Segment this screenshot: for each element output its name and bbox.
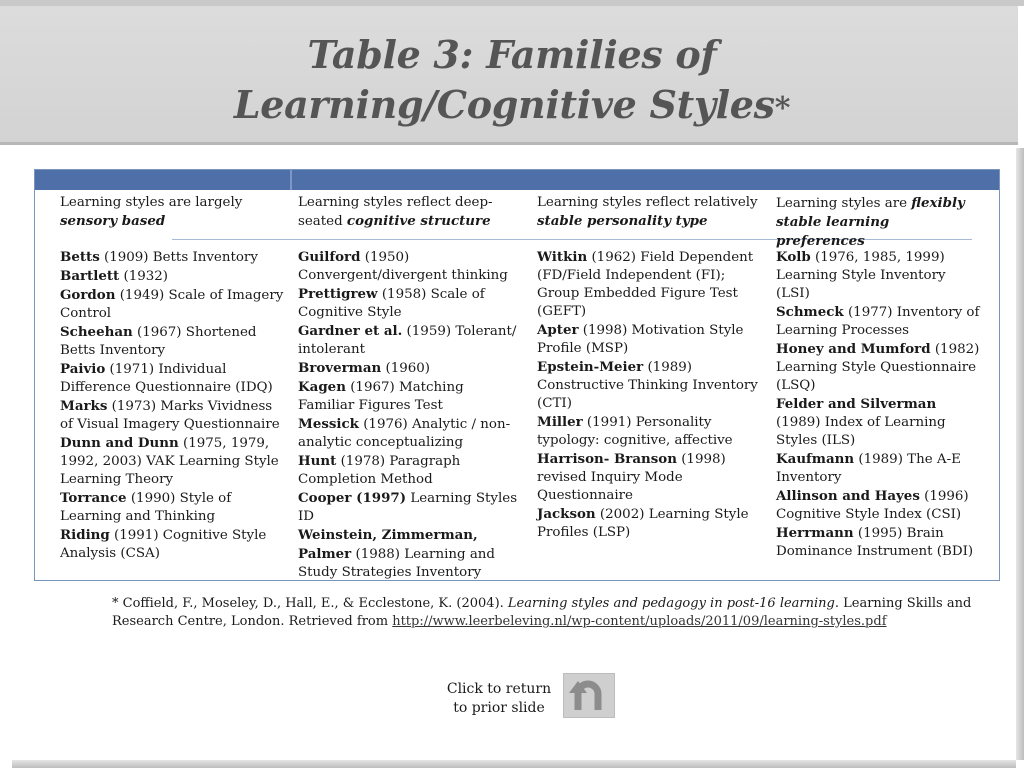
author-name: Witkin bbox=[537, 249, 588, 265]
list-item bbox=[298, 526, 522, 582]
instrument-text: (1991) Cognitive Style Analysis (CSA) bbox=[60, 528, 267, 561]
author-name: Scheehan bbox=[60, 324, 133, 340]
list-item bbox=[298, 378, 522, 415]
author-name: Jackson bbox=[537, 506, 596, 522]
instrument-text: (1962) Field Dependent (FD/Field Independent (FI); Group Embedded Figure Test (GEFT) bbox=[537, 250, 754, 319]
author-name: Herrmann bbox=[776, 525, 854, 541]
author-name: Riding bbox=[60, 527, 110, 543]
author-name: Felder and Silverman bbox=[776, 396, 937, 412]
instrument-text: (1978) Paragraph Completion Method bbox=[298, 454, 461, 487]
list-item bbox=[537, 450, 765, 505]
bottom-shadow-edge bbox=[12, 760, 1016, 768]
list-item bbox=[60, 526, 286, 563]
table-header-bar bbox=[35, 170, 999, 190]
list-item bbox=[60, 397, 286, 434]
column-intro-emphasis: sensory based bbox=[60, 213, 166, 229]
instrument-text: (1976, 1985, 1999) Learning Style Inventory (LSI) bbox=[776, 250, 946, 301]
list-item bbox=[60, 360, 286, 397]
list-item bbox=[537, 358, 765, 413]
list-item bbox=[537, 321, 765, 358]
instrument-text: (1967) Shortened Betts Inventory bbox=[60, 325, 257, 358]
list-item bbox=[60, 248, 286, 267]
instrument-text: (1971) Individual Difference Questionnaire (IDQ) bbox=[60, 362, 273, 395]
author-name: Guilford bbox=[298, 249, 361, 265]
list-item bbox=[776, 450, 981, 487]
instrument-text: (1967) Matching Familiar Figures Test bbox=[298, 380, 464, 413]
column-intro bbox=[60, 194, 286, 230]
list-item bbox=[537, 413, 765, 450]
styles-table bbox=[34, 169, 1000, 581]
return-label-line-1: Click to return bbox=[446, 681, 552, 697]
instrument-text: (1998) revised Inquiry Mode Questionnaire bbox=[537, 452, 726, 503]
instrument-text: (2002) Learning Style Profiles (LSP) bbox=[537, 507, 749, 540]
column-intro-text: Learning styles reflect relatively bbox=[537, 195, 758, 210]
instrument-text: (1976) Analytic / non-analytic conceptualizing bbox=[298, 417, 511, 450]
author-name: Kagen bbox=[298, 379, 346, 395]
author-name: Miller bbox=[537, 414, 583, 430]
author-name: Allinson and Hayes bbox=[776, 488, 920, 504]
author-name: Betts bbox=[60, 249, 100, 265]
return-label-line-2: to prior slide bbox=[453, 700, 545, 716]
instrument-text: (1982) Learning Style Questionnaire (LSQ) bbox=[776, 342, 980, 393]
list-item bbox=[298, 415, 522, 452]
column-intro-text: Learning styles are largely bbox=[60, 195, 243, 210]
list-item bbox=[60, 489, 286, 526]
author-name: Cooper (1997) bbox=[298, 490, 407, 506]
list-item bbox=[537, 505, 765, 542]
citation-footnote bbox=[112, 595, 972, 631]
instrument-text: (1960) bbox=[381, 361, 431, 376]
instrument-text: (1977) Inventory of Learning Processes bbox=[776, 305, 980, 338]
header-separator bbox=[290, 170, 292, 190]
list-item bbox=[776, 303, 981, 340]
right-shadow-edge bbox=[1016, 148, 1024, 760]
instrument-text: (1991) Personality typology: cognitive, affective bbox=[537, 415, 733, 448]
list-item bbox=[60, 286, 286, 323]
instrument-text: (1998) Motivation Style Profile (MSP) bbox=[537, 323, 744, 356]
author-name: Schmeck bbox=[776, 304, 844, 320]
list-item bbox=[776, 340, 981, 395]
column-intro-text: Learning styles reflect deep-seated bbox=[298, 195, 493, 229]
column-personality bbox=[537, 194, 765, 542]
instrument-text: (1973) Marks Vividness of Visual Imagery Questionnaire bbox=[60, 399, 280, 432]
author-name: Dunn and Dunn bbox=[60, 435, 179, 451]
list-item bbox=[298, 452, 522, 489]
instrument-text: (1990) Style of Learning and Thinking bbox=[60, 491, 232, 524]
instrument-text: (1975, 1979, 1992, 2003) VAK Learning Style Learning Theory bbox=[60, 436, 279, 487]
author-name: Bartlett bbox=[60, 268, 120, 284]
author-name: Hunt bbox=[298, 453, 337, 469]
instrument-text: (1932) bbox=[119, 269, 169, 284]
list-item bbox=[298, 359, 522, 378]
instrument-text: (1996) Cognitive Style Index (CSI) bbox=[776, 489, 969, 522]
list-item bbox=[776, 487, 981, 524]
title-asterisk: * bbox=[774, 91, 791, 126]
column-intro-emphasis: stable personality type bbox=[537, 213, 708, 229]
list-item bbox=[776, 524, 981, 561]
list-item bbox=[60, 323, 286, 360]
return-label bbox=[440, 680, 558, 718]
slide-title bbox=[0, 30, 1024, 134]
author-name: Weinstein, Zimmerman, Palmer bbox=[298, 527, 478, 562]
column-intro-text: Learning styles are bbox=[776, 196, 912, 211]
instrument-text: (1995) Brain Dominance Instrument (BDI) bbox=[776, 526, 974, 559]
list-item bbox=[298, 248, 522, 285]
author-name: Harrison- Branson bbox=[537, 451, 677, 467]
column-intro bbox=[298, 194, 522, 230]
author-name: Torrance bbox=[60, 490, 127, 506]
list-item bbox=[776, 248, 981, 303]
title-line-1: Table 3: Families of bbox=[307, 32, 717, 77]
author-name: Epstein-Meier bbox=[537, 359, 644, 375]
author-name: Paivio bbox=[60, 361, 106, 377]
list-item bbox=[60, 434, 286, 489]
citation-link[interactable]: http://www.leerbeleving.nl/wp-content/uploads/2011/09/learning-styles.pdf bbox=[392, 614, 887, 629]
list-item bbox=[298, 285, 522, 322]
instrument-text: (1959) Tolerant/ intolerant bbox=[298, 324, 517, 357]
instrument-text: (1989) The A-E Inventory bbox=[776, 452, 961, 485]
title-line-2-text: Learning/Cognitive Styles bbox=[233, 82, 775, 127]
author-name: Kaufmann bbox=[776, 451, 855, 467]
column-intro-emphasis: flexibly stable learning preferences bbox=[776, 195, 965, 249]
list-item bbox=[298, 489, 522, 526]
column-intro bbox=[776, 194, 981, 249]
author-name: Gardner et al. bbox=[298, 323, 403, 339]
column-sensory bbox=[60, 194, 286, 563]
author-name: Prettigrew bbox=[298, 286, 378, 302]
instrument-text: Learning Styles ID bbox=[298, 491, 518, 524]
column-cognitive bbox=[298, 194, 522, 582]
author-name: Messick bbox=[298, 416, 359, 432]
instrument-text: (1909) Betts Inventory bbox=[99, 250, 258, 265]
instrument-text: (1989) Index of Learning Styles (ILS) bbox=[776, 415, 946, 448]
title-line-2 bbox=[0, 80, 1024, 134]
return-button[interactable] bbox=[563, 673, 615, 718]
list-item bbox=[60, 267, 286, 286]
instrument-text: (1949) Scale of Imagery Control bbox=[60, 288, 284, 321]
author-name: Honey and Mumford bbox=[776, 341, 931, 357]
author-name: Apter bbox=[537, 322, 579, 338]
author-name: Kolb bbox=[776, 249, 811, 265]
instrument-text: (1989) Constructive Thinking Inventory (CTI) bbox=[537, 360, 758, 411]
author-name: Marks bbox=[60, 398, 108, 414]
u-turn-arrow-icon bbox=[564, 674, 614, 717]
author-name: Broverman bbox=[298, 360, 382, 376]
list-item bbox=[776, 395, 981, 450]
column-flexible bbox=[776, 194, 981, 561]
citation-publisher: . Learning Skills and Research Centre, London. Retrieved from bbox=[112, 596, 972, 629]
instrument-text: (1950) Convergent/divergent thinking bbox=[298, 250, 508, 283]
column-intro-emphasis: cognitive structure bbox=[346, 213, 491, 229]
author-name: Gordon bbox=[60, 287, 116, 303]
list-item bbox=[298, 322, 522, 359]
citation-authors: * Coffield, F., Moseley, D., Hall, E., & Ecclestone, K. (2004). bbox=[112, 596, 508, 611]
instrument-text: (1988) Learning and Study Strategies Inventory bbox=[298, 547, 495, 580]
list-item bbox=[537, 248, 765, 321]
column-intro bbox=[537, 194, 765, 230]
instrument-text: (1958) Scale of Cognitive Style bbox=[298, 287, 485, 320]
citation-title: Learning styles and pedagogy in post-16 learning bbox=[507, 596, 835, 611]
